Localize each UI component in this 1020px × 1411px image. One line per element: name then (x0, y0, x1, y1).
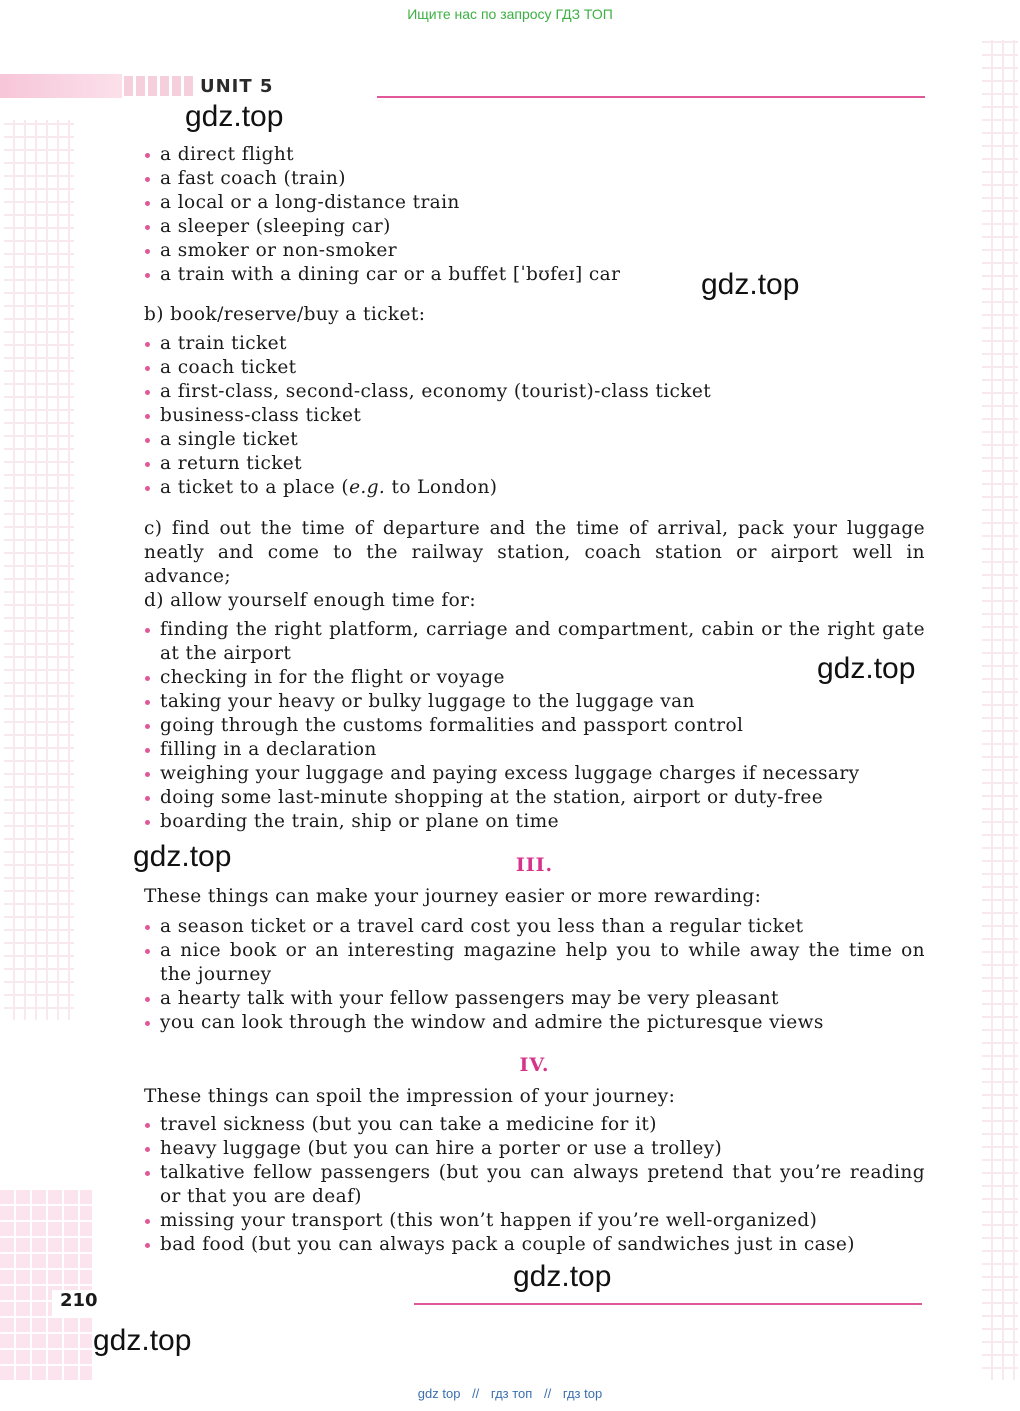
page-number: 210 (60, 1290, 98, 1311)
header-squares (124, 76, 196, 96)
left-decoration (4, 120, 74, 1020)
list-item: talkative fellow passengers (but you can always pretend that you’re reading or that you are deaf) (144, 1161, 925, 1209)
list-item (144, 476, 925, 500)
watermark: gdz.top (185, 100, 284, 133)
list-b (144, 332, 925, 500)
list-item: a smoker or non-smoker (144, 239, 925, 263)
list-item: travel sickness (but you can take a medicine for it) (144, 1113, 925, 1137)
corner-grid (0, 1190, 92, 1380)
list-item: finding the right platform, carriage and compartment, cabin or the right gate at the airport (144, 618, 925, 666)
list-item: missing your transport (this won’t happen if you’re well-organized) (144, 1209, 925, 1233)
list-item: taking your heavy or bulky luggage to the luggage van (144, 690, 925, 714)
list-item: heavy luggage (but you can hire a porter or use a trolley) (144, 1137, 925, 1161)
list-a (144, 143, 925, 287)
list-item: checking in for the flight or voyage (144, 666, 925, 690)
footer-separator: // (543, 1386, 552, 1401)
list-item: a first-class, second-class, economy (tourist)-class ticket (144, 380, 925, 404)
list-item: a single ticket (144, 428, 925, 452)
watermark: gdz.top (133, 840, 232, 873)
list-item: a return ticket (144, 452, 925, 476)
list-item: business-class ticket (144, 404, 925, 428)
list-item: a sleeper (sleeping car) (144, 215, 925, 239)
list-item: weighing your luggage and paying excess luggage charges if necessary (144, 762, 925, 786)
list-d (144, 618, 925, 834)
list-item: boarding the train, ship or plane on time (144, 810, 925, 834)
eg-abbrev: e.g. (349, 477, 386, 498)
list-item: a season ticket or a travel card cost you less than a regular ticket (144, 915, 925, 939)
list-item: filling in a declaration (144, 738, 925, 762)
watermark: gdz.top (701, 268, 800, 301)
list-item: a local or a long-distance train (144, 191, 925, 215)
footer-links (0, 1386, 1020, 1401)
list-item: a fast coach (train) (144, 167, 925, 191)
section-4-heading: IV. (519, 1054, 550, 1076)
list-item: a nice book or an interesting magazine help you to while away the time on the journey (144, 939, 925, 987)
footer-link[interactable]: гдз top (562, 1386, 603, 1401)
right-decoration (982, 40, 1018, 1380)
header-band (0, 74, 122, 98)
b-intro: b) book/reserve/buy a ticket: (144, 304, 426, 325)
section-4-list (144, 1113, 925, 1257)
list-item: a direct flight (144, 143, 925, 167)
list-item: a train ticket (144, 332, 925, 356)
watermark: gdz.top (513, 1260, 612, 1293)
section-3-intro: These things can make your journey easier or more rewarding: (144, 886, 762, 907)
section-3-list (144, 915, 925, 1035)
list-item: doing some last-minute shopping at the station, airport or duty-free (144, 786, 925, 810)
list-item: you can look through the window and admire the picturesque views (144, 1011, 925, 1035)
list-item: a hearty talk with your fellow passengers may be very pleasant (144, 987, 925, 1011)
list-item: a coach ticket (144, 356, 925, 380)
unit-title: UNIT 5 (200, 76, 274, 97)
c-paragraph: c) find out the time of departure and the time of arrival, pack your luggage neatly and come to the railway station, coach station or airport well in advance; (144, 518, 925, 587)
item-text: a ticket to a place ( (160, 477, 350, 498)
list-item: bad food (but you can always pack a couple of sandwiches just in case) (144, 1233, 925, 1257)
footer-rule (414, 1303, 922, 1305)
list-item: a train with a dining car or a buffet [ˈbʊfeɪ] car (144, 263, 925, 287)
header-rule (377, 96, 925, 98)
item-text: to London) (385, 477, 498, 498)
watermark: gdz.top (93, 1324, 192, 1357)
list-item: going through the customs formalities and passport control (144, 714, 925, 738)
footer-separator: // (472, 1386, 480, 1401)
footer-link[interactable]: гдз топ (490, 1386, 533, 1401)
section-3-heading: III. (515, 854, 554, 876)
top-banner: Ищите нас по запросу ГДЗ ТОП (407, 6, 613, 22)
section-4-intro: These things can spoil the impression of your journey: (144, 1086, 676, 1107)
d-intro: d) allow yourself enough time for: (144, 590, 477, 611)
watermark: gdz.top (817, 652, 916, 685)
footer-link[interactable]: gdz top (417, 1386, 461, 1401)
